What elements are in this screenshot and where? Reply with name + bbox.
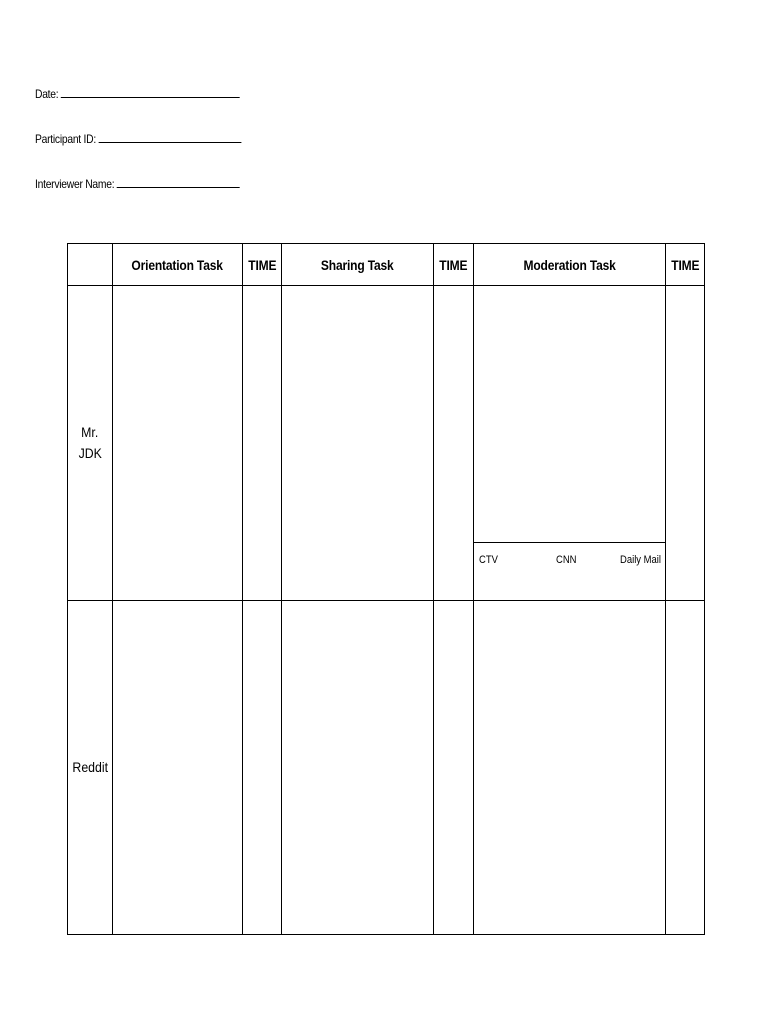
header-sharing-task: Sharing Task — [282, 244, 434, 286]
participant-id-label: Participant ID: — [35, 132, 96, 146]
header-time-1: TIME — [243, 244, 282, 286]
row-label-mr: Mr. — [81, 424, 99, 440]
cell-moderation-reddit[interactable] — [474, 601, 666, 935]
row-label-jdk: JDK — [78, 445, 102, 461]
cell-sharing-mr-jdk[interactable] — [282, 286, 434, 601]
outlet-cnn: CNN — [556, 554, 577, 566]
header-moderation-task: Moderation Task — [474, 244, 666, 286]
header-blank — [68, 244, 113, 286]
outlet-daily-mail: Daily Mail — [620, 554, 662, 566]
interviewer-name-label: Interviewer Name: — [35, 177, 115, 191]
row-mr-jdk — [68, 286, 705, 601]
cell-time3-reddit[interactable] — [666, 601, 705, 935]
participant-id-line[interactable] — [99, 131, 242, 143]
cell-orientation-reddit[interactable] — [113, 601, 243, 935]
moderation-divider — [474, 542, 665, 543]
cell-time1-reddit[interactable] — [243, 601, 282, 935]
cell-sharing-reddit[interactable] — [282, 601, 434, 935]
row-label-mr-jdk — [68, 286, 113, 601]
cell-time1-mr-jdk[interactable] — [243, 286, 282, 601]
header-time-3: TIME — [666, 244, 705, 286]
cell-time2-reddit[interactable] — [434, 601, 474, 935]
header-orientation-task: Orientation Task — [113, 244, 243, 286]
task-table — [67, 243, 705, 935]
interviewer-name-line[interactable] — [117, 176, 240, 188]
cell-orientation-mr-jdk[interactable] — [113, 286, 243, 601]
date-label: Date: — [35, 87, 59, 101]
participant-id-field[interactable] — [35, 131, 241, 146]
cell-moderation-mr-jdk[interactable] — [474, 286, 666, 601]
row-reddit — [68, 601, 705, 935]
header-time-2: TIME — [434, 244, 474, 286]
interviewer-name-field[interactable] — [35, 176, 240, 191]
date-field[interactable] — [35, 86, 240, 101]
row-label-reddit: Reddit — [68, 601, 113, 935]
cell-time2-mr-jdk[interactable] — [434, 286, 474, 601]
header-row — [68, 244, 705, 286]
cell-time3-mr-jdk[interactable] — [666, 286, 705, 601]
outlet-ctv: CTV — [479, 554, 498, 566]
date-line[interactable] — [61, 86, 240, 98]
